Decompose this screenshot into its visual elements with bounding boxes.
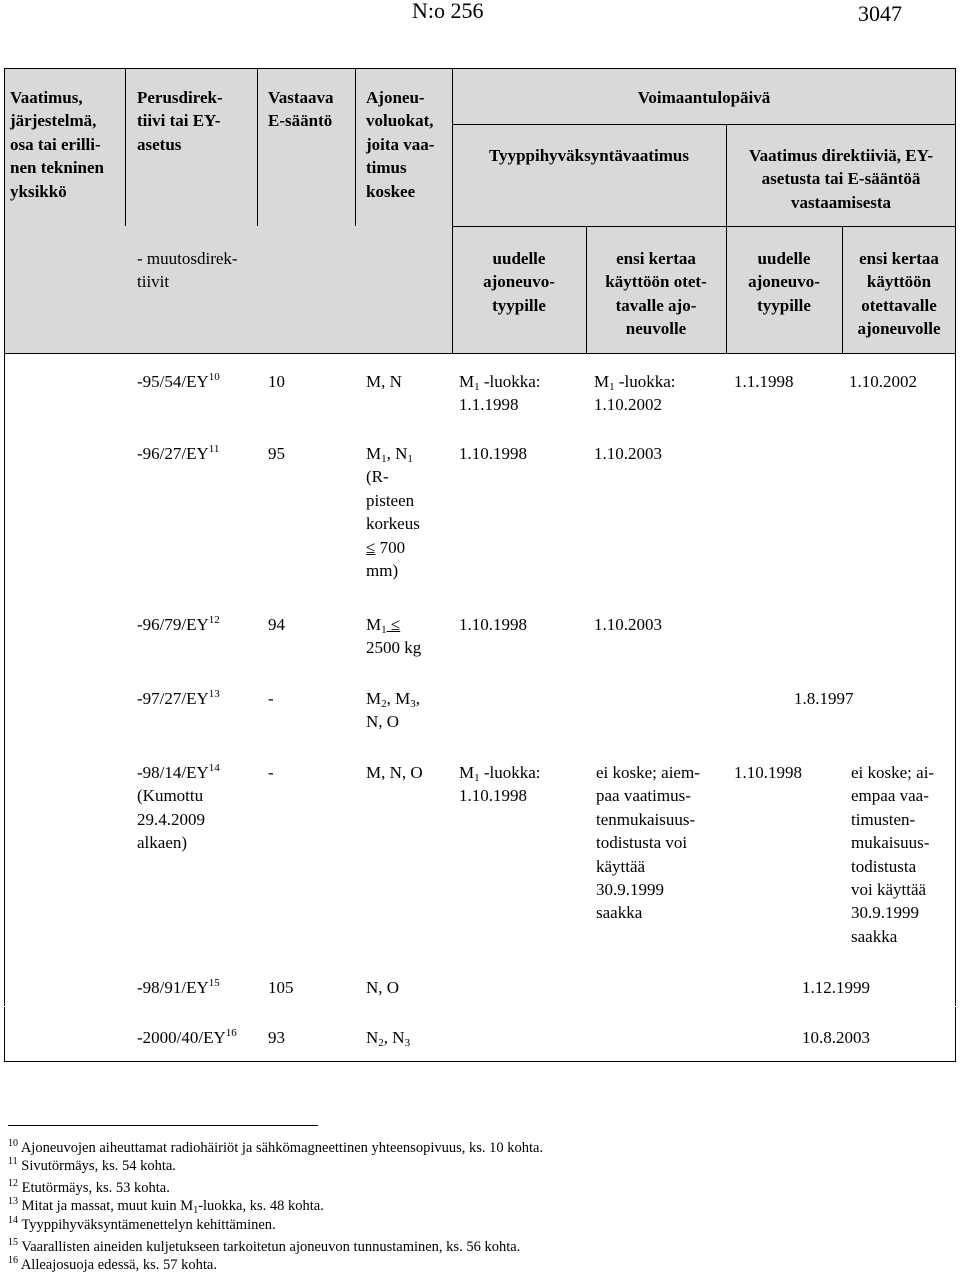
table-cell: 105 [268, 978, 294, 997]
footnote: $^{13}$ Mitat ja massat, muut kuin $M_1$-luokka, ks. 48 kohta. [8, 1196, 324, 1216]
header-first-registration-2: ensi kertaa käyttöön otettavalle ajoneuvolle [857, 249, 941, 339]
footnote: $^{11}$ Sivutörmäys, ks. 54 kohta. [8, 1156, 176, 1174]
footnote: $^{15}$ Vaarallisten aineiden kuljetukseen tarkoitetun ajoneuvon tunnustaminen, ks. 56 kohta. [8, 1237, 521, 1255]
table-cell: 1.8.1997 [794, 689, 854, 708]
table-cell: $M_1$ -luokka: 1.1.1998 [459, 372, 541, 415]
grid-line [125, 68, 126, 226]
header-new-vehicle-type-1: uudelle ajoneuvo- tyypille [483, 249, 555, 315]
table-cell: ei koske; aiem- paa vaatimus- tenmukaisuus- todistusta voi käyttää 30.9.1999 saakka [596, 763, 700, 923]
table-cell: 10.8.2003 [802, 1028, 870, 1047]
header-base-directive: Perusdirek- tiivi tai EY- asetus [137, 88, 223, 154]
header-requirement: Vaatimus, järjestelmä, osa tai erilli- nen tekninen yksikkö [10, 88, 104, 201]
header-effective-date: Voimaantulopäivä [637, 88, 771, 107]
table-row: -96/27/EY$^{11}$ [137, 443, 220, 463]
table-cell: 1.10.1998 [734, 763, 802, 782]
table-cell: - [268, 689, 274, 708]
table-cell: 93 [268, 1028, 285, 1047]
table-cell: 1.10.1998 [459, 615, 527, 634]
header-shading-left [5, 227, 125, 353]
table-cell: 1.12.1999 [802, 978, 870, 997]
table-cell: M, N, O [366, 763, 423, 782]
grid-line [452, 124, 956, 125]
table-cell: ei koske; ai- empaa vaa- timusten- mukaisuus- todistusta voi käyttää 30.9.1999 saakka [851, 763, 935, 946]
table-row: -96/79/EY$^{12}$ [137, 614, 220, 634]
table-cell: 95 [268, 444, 285, 463]
table-cell: 94 [268, 615, 285, 634]
table-cell: $M_1$ ≤ 2500 kg [366, 615, 422, 658]
grid-line [355, 68, 356, 226]
page-number: 3047 [858, 1, 902, 26]
grid-line [4, 353, 956, 354]
table-cell: - [268, 763, 274, 782]
header-compliance: Vaatimus direktiiviä, EY- asetusta tai E-sääntöä vastaamisesta [748, 146, 934, 212]
footnote: $^{16}$ Alleajosuoja edessä, ks. 57 kohta. [8, 1255, 217, 1273]
table-row: -98/91/EY$^{15}$ [137, 977, 220, 997]
header-e-regulation: Vastaava E-sääntö [268, 88, 334, 131]
footnote-rule [8, 1125, 318, 1126]
table-row: -2000/40/EY$^{16}$ [137, 1027, 237, 1047]
footnote: $^{10}$ Ajoneuvojen aiheuttamat radiohäiriöt ja sähkömagneettinen yhteensopivuus, ks. 10 kohta. [8, 1138, 544, 1156]
table-cell: 1.10.2003 [594, 615, 662, 634]
grid-line [452, 226, 956, 227]
header-new-vehicle-type-2: uudelle ajoneuvo- tyypille [748, 249, 820, 315]
table-row: -97/27/EY$^{13}$ [137, 688, 220, 708]
footnote: $^{14}$ Tyyppihyväksyntämenettelyn kehittäminen. [8, 1215, 276, 1233]
table-cell: $M_2$, $M_3$, N, O [366, 689, 420, 732]
table-cell: 10 [268, 372, 285, 391]
table-cell: $M_1$ -luokka: 1.10.2002 [594, 372, 676, 415]
table-cell: M, N [366, 372, 402, 391]
table-row: -98/14/EY$^{14}$ (Kumottu 29.4.2009 alkaen) [137, 762, 220, 853]
table-cell: 1.10.2003 [594, 444, 662, 463]
table-cell: 1.10.2002 [849, 372, 917, 391]
table-cell: $M_1$ -luokka: 1.10.1998 [459, 763, 541, 806]
header-first-registration-1: ensi kertaa käyttöön otet- tavalle ajo- neuvolle [605, 249, 707, 339]
header-amending-directives: - muutosdirek- tiivit [137, 249, 238, 292]
table-row: -95/54/EY$^{10}$ [137, 371, 220, 391]
page-issue-label: N:o 256 [412, 0, 484, 23]
footnote: $^{12}$ Etutörmäys, ks. 53 kohta. [8, 1178, 170, 1196]
table-cell: $N_2$, $N_3$ [366, 1028, 411, 1049]
table-cell: 1.10.1998 [459, 444, 527, 463]
grid-line [257, 68, 258, 226]
table-cell: $M_1$, $N_1$ (R- pisteen korkeus ≤ 700 mm) [366, 444, 420, 581]
table-cell: 1.1.1998 [734, 372, 794, 391]
header-type-approval: Tyyppihyväksyntävaatimus [489, 146, 689, 165]
table-cell: N, O [366, 978, 400, 997]
page-header [0, 0, 960, 40]
header-vehicle-classes: Ajoneu- voluokat, joita vaa- timus koskee [366, 88, 435, 201]
row-separator [4, 1006, 956, 1007]
